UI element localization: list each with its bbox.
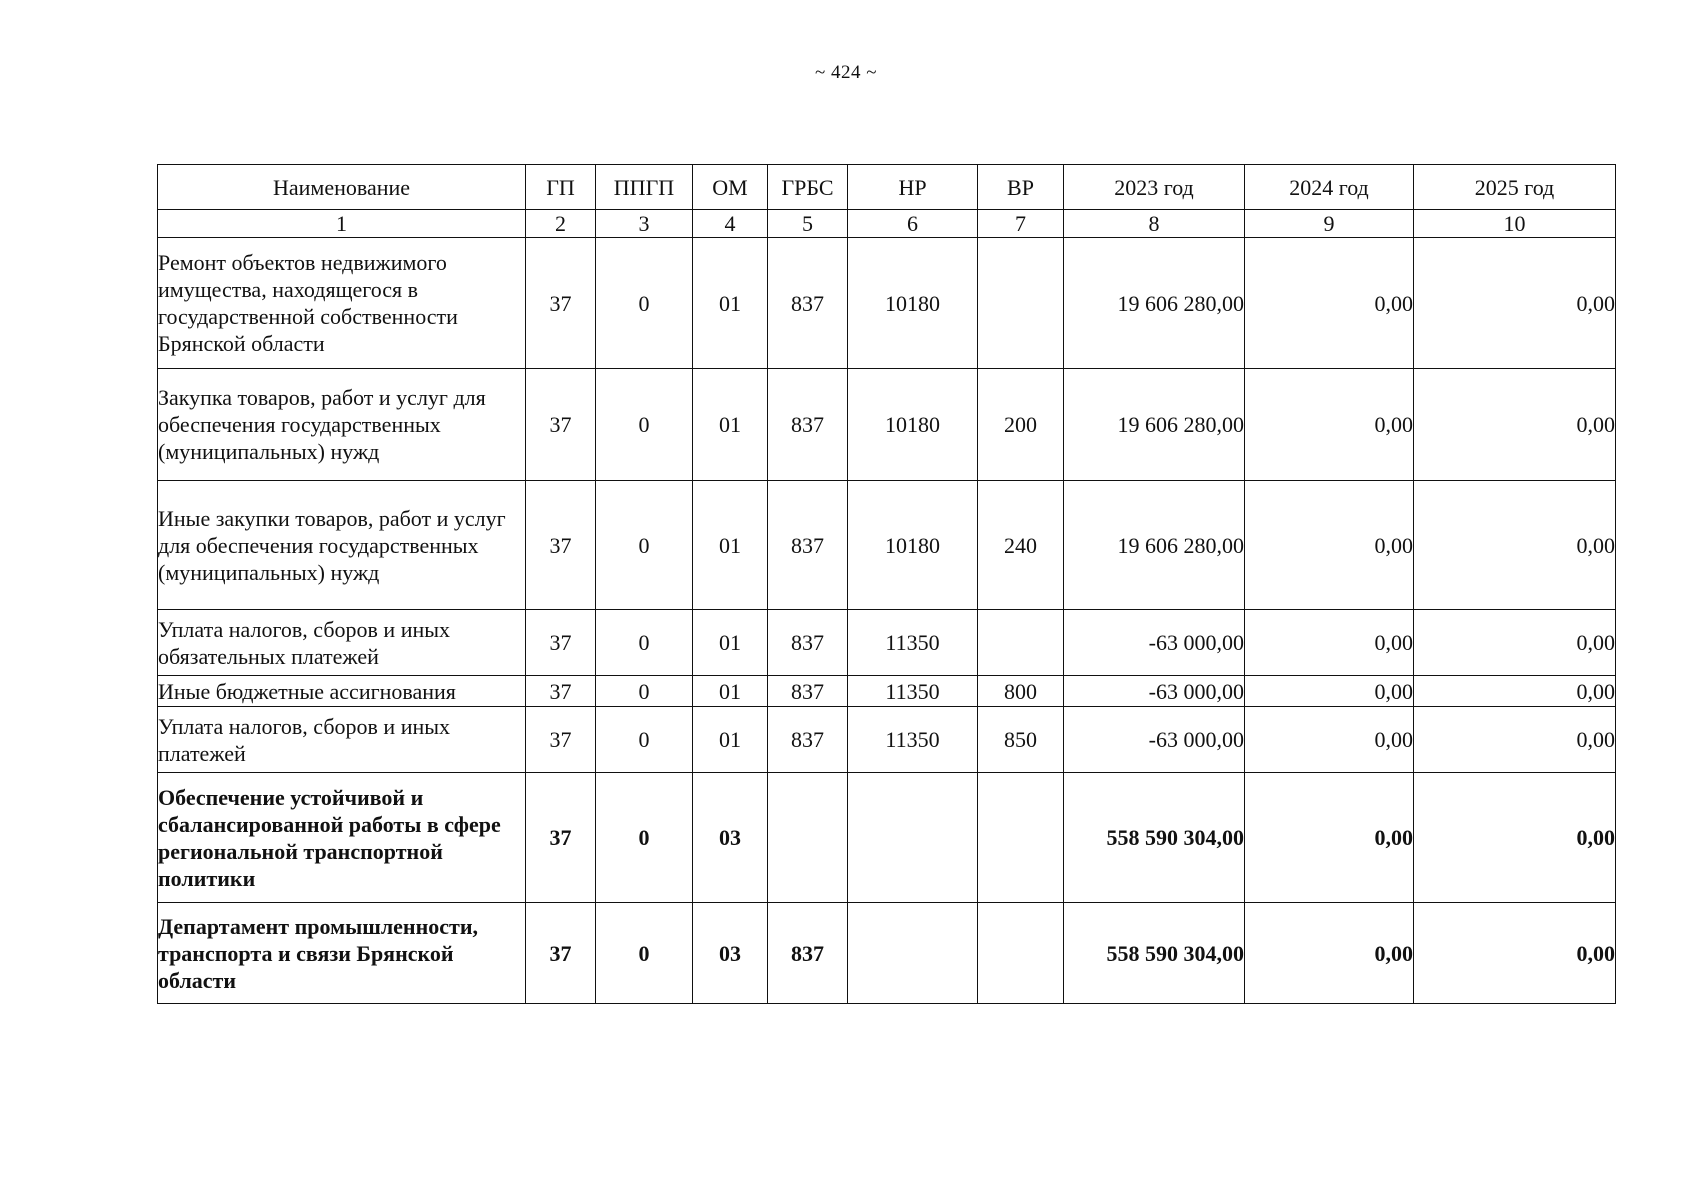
row-gp: 37 [526, 481, 596, 610]
row-name: Иные бюджетные ассигнования [158, 676, 526, 707]
column-number: 5 [768, 210, 848, 238]
row-gp: 37 [526, 369, 596, 481]
row-2024: 0,00 [1245, 707, 1414, 773]
row-nr: 10180 [848, 238, 978, 369]
row-2023: 558 590 304,00 [1064, 903, 1245, 1004]
row-grbs: 837 [768, 707, 848, 773]
row-name: Закупка товаров, работ и услуг для обеспечения государственных (муниципальных) нужд [158, 369, 526, 481]
header-vr: ВР [978, 165, 1064, 210]
header-ppgp: ППГП [596, 165, 693, 210]
row-2024: 0,00 [1245, 238, 1414, 369]
row-gp: 37 [526, 676, 596, 707]
table-row [158, 238, 1616, 369]
row-2025: 0,00 [1414, 676, 1616, 707]
column-number: 2 [526, 210, 596, 238]
row-2024: 0,00 [1245, 610, 1414, 676]
row-2023: -63 000,00 [1064, 707, 1245, 773]
row-name: Обеспечение устойчивой и сбалансированной работы в сфере региональной транспортной политики [158, 773, 526, 903]
row-2025: 0,00 [1414, 238, 1616, 369]
row-vr [978, 903, 1064, 1004]
column-number: 10 [1414, 210, 1616, 238]
row-2023: -63 000,00 [1064, 676, 1245, 707]
row-2025: 0,00 [1414, 903, 1616, 1004]
row-ppgp: 0 [596, 369, 693, 481]
row-ppgp: 0 [596, 773, 693, 903]
row-om: 01 [693, 481, 768, 610]
row-2025: 0,00 [1414, 481, 1616, 610]
row-ppgp: 0 [596, 481, 693, 610]
column-number: 3 [596, 210, 693, 238]
row-grbs: 837 [768, 903, 848, 1004]
row-vr [978, 610, 1064, 676]
table-row [158, 369, 1616, 481]
row-ppgp: 0 [596, 903, 693, 1004]
row-nr: 11350 [848, 610, 978, 676]
row-2025: 0,00 [1414, 773, 1616, 903]
page-number: ~ 424 ~ [814, 62, 878, 83]
row-2023: 19 606 280,00 [1064, 481, 1245, 610]
row-vr: 800 [978, 676, 1064, 707]
row-2023: 19 606 280,00 [1064, 238, 1245, 369]
header-grbs: ГРБС [768, 165, 848, 210]
row-name: Ремонт объектов недвижимого имущества, находящегося в государственной собственности Брянской области [158, 238, 526, 369]
row-nr [848, 773, 978, 903]
budget-table [157, 164, 1616, 1004]
row-ppgp: 0 [596, 676, 693, 707]
row-vr [978, 238, 1064, 369]
column-number-row [158, 210, 1616, 238]
header-nr: НР [848, 165, 978, 210]
row-2025: 0,00 [1414, 707, 1616, 773]
row-name: Иные закупки товаров, работ и услуг для обеспечения государственных (муниципальных) нужд [158, 481, 526, 610]
row-om: 01 [693, 238, 768, 369]
row-gp: 37 [526, 707, 596, 773]
row-2024: 0,00 [1245, 369, 1414, 481]
row-ppgp: 0 [596, 610, 693, 676]
row-gp: 37 [526, 238, 596, 369]
row-2024: 0,00 [1245, 773, 1414, 903]
row-om: 01 [693, 707, 768, 773]
column-number: 8 [1064, 210, 1245, 238]
row-om: 03 [693, 773, 768, 903]
row-2023: 19 606 280,00 [1064, 369, 1245, 481]
row-name: Департамент промышленности, транспорта и связи Брянской области [158, 903, 526, 1004]
row-grbs: 837 [768, 676, 848, 707]
table-row [158, 707, 1616, 773]
row-grbs [768, 773, 848, 903]
row-gp: 37 [526, 610, 596, 676]
row-2025: 0,00 [1414, 369, 1616, 481]
row-ppgp: 0 [596, 707, 693, 773]
row-2025: 0,00 [1414, 610, 1616, 676]
header-name: Наименование [158, 165, 526, 210]
row-vr: 200 [978, 369, 1064, 481]
row-2023: 558 590 304,00 [1064, 773, 1245, 903]
row-nr: 11350 [848, 676, 978, 707]
row-gp: 37 [526, 773, 596, 903]
row-vr: 850 [978, 707, 1064, 773]
header-2023: 2023 год [1064, 165, 1245, 210]
row-grbs: 837 [768, 610, 848, 676]
row-vr: 240 [978, 481, 1064, 610]
row-ppgp: 0 [596, 238, 693, 369]
row-grbs: 837 [768, 481, 848, 610]
row-om: 01 [693, 610, 768, 676]
row-gp: 37 [526, 903, 596, 1004]
row-grbs: 837 [768, 369, 848, 481]
column-number: 9 [1245, 210, 1414, 238]
column-number: 1 [158, 210, 526, 238]
table-row-bold [158, 773, 1616, 903]
table-row [158, 481, 1616, 610]
row-om: 01 [693, 676, 768, 707]
column-number: 7 [978, 210, 1064, 238]
header-gp: ГП [526, 165, 596, 210]
row-2024: 0,00 [1245, 481, 1414, 610]
row-nr: 10180 [848, 369, 978, 481]
row-om: 03 [693, 903, 768, 1004]
table-row [158, 676, 1616, 707]
row-name: Уплата налогов, сборов и иных обязательных платежей [158, 610, 526, 676]
row-nr [848, 903, 978, 1004]
row-nr: 10180 [848, 481, 978, 610]
table-row-bold [158, 903, 1616, 1004]
header-2024: 2024 год [1245, 165, 1414, 210]
column-number: 6 [848, 210, 978, 238]
row-om: 01 [693, 369, 768, 481]
header-2025: 2025 год [1414, 165, 1616, 210]
column-number: 4 [693, 210, 768, 238]
table-header-row [158, 165, 1616, 210]
row-2024: 0,00 [1245, 676, 1414, 707]
row-2023: -63 000,00 [1064, 610, 1245, 676]
header-om: ОМ [693, 165, 768, 210]
row-vr [978, 773, 1064, 903]
row-2024: 0,00 [1245, 903, 1414, 1004]
row-grbs: 837 [768, 238, 848, 369]
table-row [158, 610, 1616, 676]
row-nr: 11350 [848, 707, 978, 773]
row-name: Уплата налогов, сборов и иных платежей [158, 707, 526, 773]
